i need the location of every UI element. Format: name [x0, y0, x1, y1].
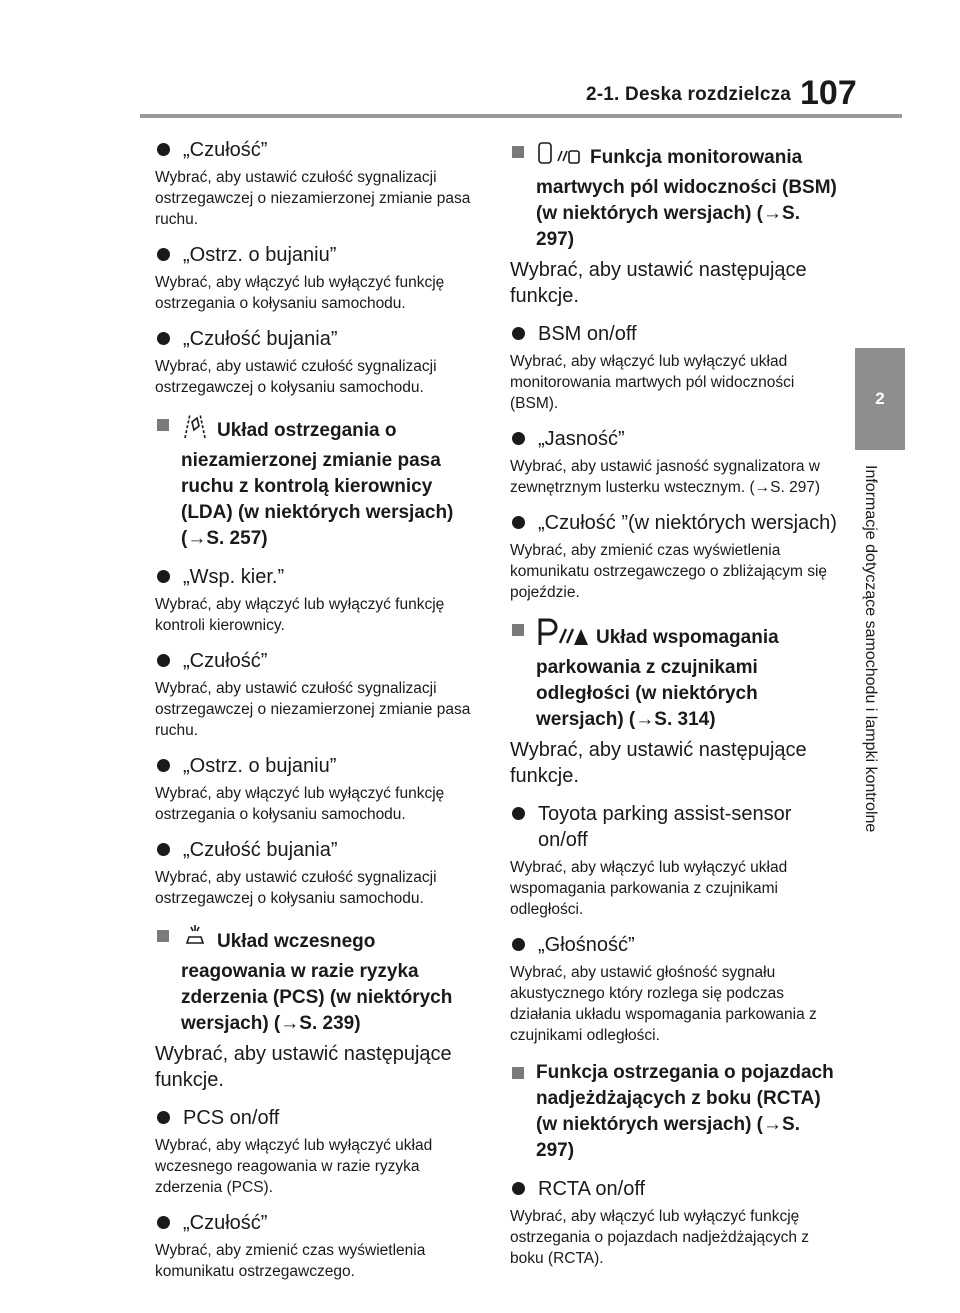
bullet-dot — [512, 327, 525, 340]
page-reference[interactable]: S. 297 — [536, 1114, 800, 1161]
item-title: „Wsp. kier.” — [183, 566, 285, 588]
item-heading — [510, 1176, 840, 1202]
item-description: Wybrać, aby włączyć lub wyłączyć funkcję ostrzegania o kołysaniu samochodu. — [155, 274, 445, 312]
section-heading: Funkcja ostrzegania o pojazdach nadjeżdżających z boku (RCTA) (w niektórych wersjach) (→S. 297) — [510, 1060, 840, 1164]
page-reference[interactable]: S. 297 — [536, 203, 800, 250]
item-description: Wybrać, aby zmienić czas wyświetlenia komunikatu ostrzegawczego o zbliżającym się pojeździe. — [510, 542, 828, 601]
item-description: Wybrać, aby ustawić głośność sygnału akustycznego który rozlega się podczas działania układu wspomagania parkowania z czujnikami odległości. — [510, 964, 817, 1044]
item-title: „Głośność” — [538, 934, 635, 956]
page-reference[interactable]: S. 314 — [654, 709, 710, 730]
item-title: „Czułość” — [183, 650, 268, 672]
item-description: Wybrać, aby ustawić czułość sygnalizacji ostrzegawczej o kołysaniu samochodu. — [155, 358, 437, 396]
section-title: Funkcja ostrzegania o pojazdach nadjeżdżających z boku (RCTA) (w niektórych wersjach) — [536, 1062, 834, 1135]
section-square — [512, 146, 524, 158]
item-heading — [510, 426, 840, 452]
item-heading — [155, 564, 480, 590]
lane-departure-icon — [181, 412, 209, 448]
item-heading — [510, 321, 840, 347]
section-title: Układ wspomagania parkowania z czujnikami odległości (w niektórych wersjach) — [536, 627, 779, 730]
item-heading — [155, 326, 480, 352]
section-square — [157, 419, 169, 431]
section-title: Układ ostrzegania o niezamierzonej zmianie pasa ruchu z kontrolą kierownicy (LDA) (w niektórych wersjach) — [181, 420, 454, 523]
item-description: Wybrać, aby ustawić czułość sygnalizacji ostrzegawczej o niezamierzonej zmianie pasa ruchu. — [155, 169, 471, 228]
item-description: Wybrać, aby ustawić czułość sygnalizacji ostrzegawczej o niezamierzonej zmianie pasa ruchu. — [155, 680, 471, 739]
item-description: Wybrać, aby ustawić jasność sygnalizatora w zewnętrznym lusterku wstecznym. (→S. 297) — [510, 458, 821, 496]
item-title: BSM on/off — [538, 323, 637, 345]
item-heading — [510, 932, 840, 958]
item-heading — [155, 648, 480, 674]
section-title: 2-1. Deska rozdzielcza — [586, 84, 792, 105]
item-description: Wybrać, aby włączyć lub wyłączyć funkcję ostrzegania o pojazdach nadjeżdżających z boku (RCTA). — [510, 1208, 809, 1267]
item-title: Toyota parking assist-sensor on/off — [538, 803, 792, 851]
bullet-dot — [512, 432, 525, 445]
bullet-dot — [157, 654, 170, 667]
item-title: „Czułość bujania” — [183, 328, 338, 350]
bullet-dot — [512, 1182, 525, 1195]
item-title: PCS on/off — [183, 1107, 280, 1129]
item-title: „Jasność” — [538, 428, 625, 450]
bullet-dot — [512, 807, 525, 820]
item-heading — [510, 801, 840, 853]
bullet-dot — [157, 843, 170, 856]
page-reference[interactable]: S. 239 — [299, 1013, 355, 1034]
bullet-dot — [157, 332, 170, 345]
item-title: „Czułość” — [183, 1212, 268, 1234]
item-title: „Czułość bujania” — [183, 839, 338, 861]
bullet-dot — [157, 1216, 170, 1229]
pre-collision-icon — [181, 923, 209, 959]
section-square — [512, 624, 524, 636]
item-description: Wybrać, aby włączyć lub wyłączyć funkcję kontroli kierownicy. — [155, 596, 445, 634]
bullet-dot — [512, 516, 525, 529]
item-title: „Ostrz. o bujaniu” — [183, 755, 337, 777]
item-title: „Ostrz. o bujaniu” — [183, 244, 337, 266]
lead-text: Wybrać, aby ustawić następujące funkcje. — [510, 739, 807, 787]
bullet-dot — [512, 938, 525, 951]
parking-sensor-icon — [536, 617, 588, 655]
item-heading — [155, 242, 480, 268]
lead-text: Wybrać, aby ustawić następujące funkcje. — [510, 259, 807, 307]
page-number: 107 — [800, 74, 857, 112]
bullet-dot — [157, 759, 170, 772]
reference-arrow: → — [280, 1013, 300, 1034]
header-rule — [140, 114, 902, 118]
right-column — [510, 125, 840, 1273]
item-heading — [155, 1105, 480, 1131]
reference-arrow: → — [635, 709, 655, 730]
section-heading: Funkcja monitorowania martwych pól widoczności (BSM) (w niektórych wersjach) (→S. 297) — [510, 139, 840, 253]
bullet-dot — [157, 143, 170, 156]
item-heading — [155, 137, 480, 163]
reference-arrow: → — [763, 1114, 783, 1135]
bullet-dot — [157, 248, 170, 261]
bullet-dot — [157, 570, 170, 583]
page-reference[interactable]: S. 257 — [206, 528, 262, 549]
item-title: „Czułość ”(w niektórych wersjach) — [538, 512, 837, 534]
item-description: Wybrać, aby zmienić czas wyświetlenia komunikatu ostrzegawczego. — [155, 1242, 426, 1280]
chapter-tab: 2 — [855, 348, 905, 450]
section-title: Funkcja monitorowania martwych pól widoczności (BSM) (w niektórych wersjach) — [536, 147, 837, 224]
reference-arrow: → — [187, 528, 207, 549]
section-title: Układ wczesnego reagowania w razie ryzyka zderzenia (PCS) (w niektórych wersjach) — [181, 931, 453, 1034]
item-heading — [510, 510, 840, 536]
left-column — [155, 125, 480, 1286]
section-square — [512, 1067, 524, 1079]
bullet-dot — [157, 1111, 170, 1124]
item-title: „Czułość” — [183, 139, 268, 161]
section-heading: Układ ostrzegania o niezamierzonej zmianie pasa ruchu z kontrolą kierownicy (LDA) (w niektórych wersjach) (→S. 257) — [155, 412, 480, 552]
item-heading — [155, 837, 480, 863]
section-square — [157, 930, 169, 942]
lead-text: Wybrać, aby ustawić następujące funkcje. — [155, 1043, 452, 1091]
blind-spot-monitor-icon — [536, 139, 582, 175]
item-description: Wybrać, aby włączyć lub wyłączyć układ wczesnego reagowania w razie ryzyka zderzenia (PCS). — [155, 1137, 433, 1196]
item-description: Wybrać, aby ustawić czułość sygnalizacji ostrzegawczej o kołysaniu samochodu. — [155, 869, 437, 907]
chapter-side-title: Informacje dotyczące samochodu i lampki kontrolne — [862, 465, 879, 833]
item-description: Wybrać, aby włączyć lub wyłączyć układ monitorowania martwych pól widoczności (BSM). — [510, 353, 795, 412]
section-heading: Układ wczesnego reagowania w razie ryzyka zderzenia (PCS) (w niektórych wersjach) (→S. 239) — [155, 923, 480, 1037]
item-description: Wybrać, aby włączyć lub wyłączyć układ wspomagania parkowania z czujnikami odległości. — [510, 859, 788, 918]
section-heading: Układ wspomagania parkowania z czujnikami odległości (w niektórych wersjach) (→S. 314) — [510, 617, 840, 733]
item-title: RCTA on/off — [538, 1178, 646, 1200]
item-heading — [155, 1210, 480, 1236]
item-heading — [155, 753, 480, 779]
item-description: Wybrać, aby włączyć lub wyłączyć funkcję ostrzegania o kołysaniu samochodu. — [155, 785, 445, 823]
reference-arrow: → — [763, 203, 783, 224]
